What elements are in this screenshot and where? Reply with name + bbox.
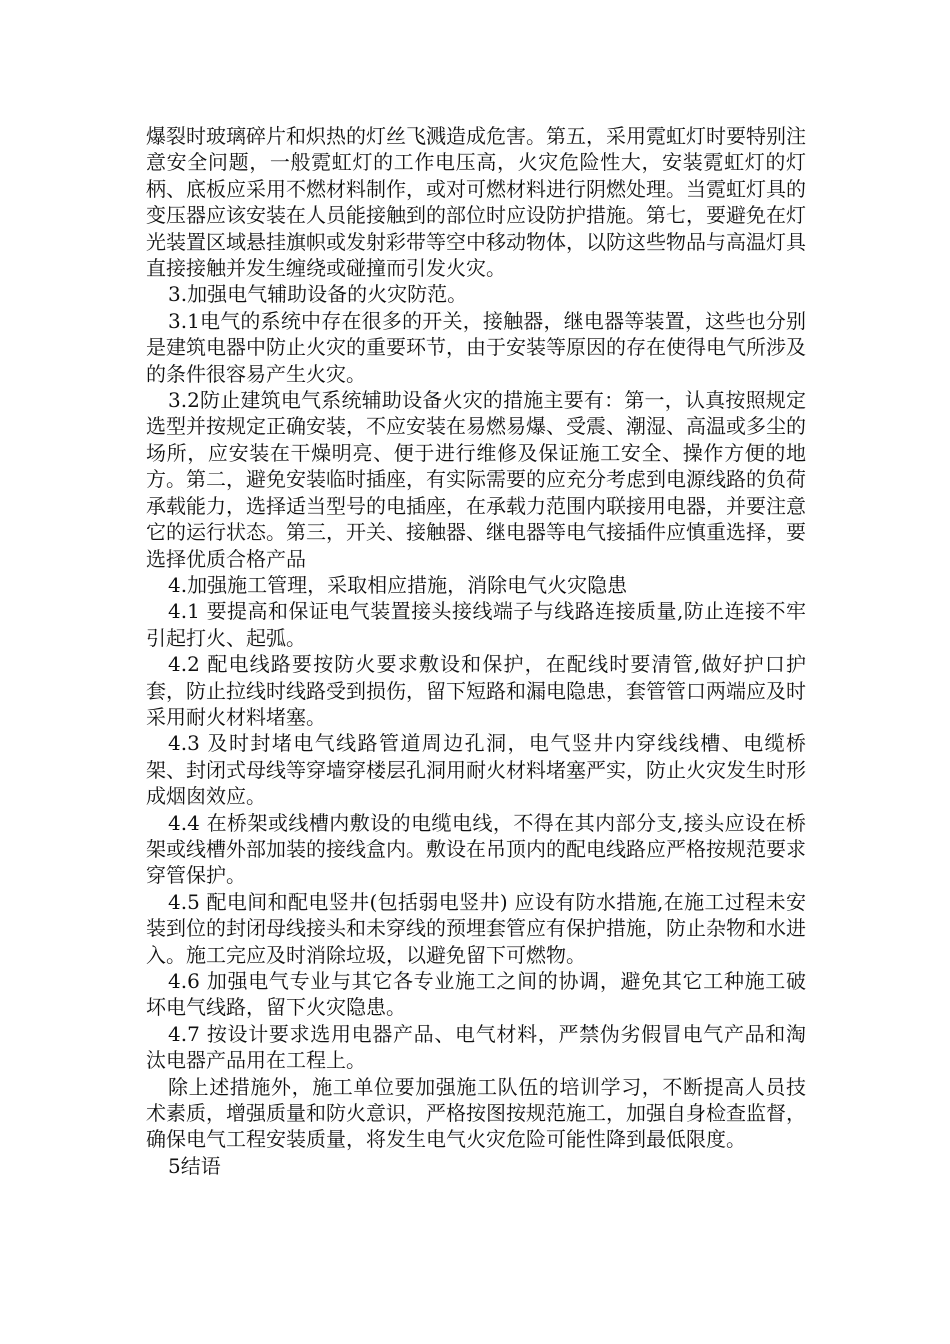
paragraph-4-6: 4.6 加强电气专业与其它各专业施工之间的协调，避免其它工种施工破坏电气线路，留下火灾隐患。 bbox=[146, 969, 806, 1020]
paragraph-4-2: 4.2 配电线路要按防火要求敷设和保护，在配线时要清管,做好护口护套，防止拉线时线路受到损伤，留下短路和漏电隐患，套管管口两端应及时采用耐火材料堵塞。 bbox=[146, 652, 806, 729]
paragraph-continuation: 爆裂时玻璃碎片和炽热的灯丝飞溅造成危害。第五，采用霓虹灯时要特别注意安全问题，一般霓虹灯的工作电压高，火灾危险性大，安装霓虹灯的灯柄、底板应采用不燃材料制作，或对可燃材料进行阴燃处理。当霓虹灯具的变压器应该安装在人员能接触到的部位时应设防护措施。第七，要避免在灯光装置区域悬挂旗帜或发射彩带等空中移动物体，以防这些物品与高温灯具直接接触并发生缠绕或碰撞而引发火灾。 bbox=[146, 124, 806, 281]
paragraph-4-7: 4.7 按设计要求选用电器产品、电气材料，严禁伪劣假冒电气产品和淘汰电器产品用在工程上。 bbox=[146, 1021, 806, 1073]
paragraph-4-1: 4.1 要提高和保证电气装置接头接线端子与线路连接质量,防止连接不牢引起打火、起弧。 bbox=[146, 599, 806, 650]
paragraph-4-5: 4.5 配电间和配电竖井(包括弱电竖井) 应设有防水措施,在施工过程未安装到位的封闭母线接头和未穿线的预埋套管应有保护措施，防止杂物和水进入。施工完应及时消除垃圾，以避免留下可燃物。 bbox=[146, 889, 806, 967]
paragraph-4-3: 4.3 及时封堵电气线路管道周边孔洞，电气竖井内穿线线槽、电缆桥架、封闭式母线等穿墙穿楼层孔洞用耐火材料堵塞严实，防止火灾发生时形成烟囱效应。 bbox=[146, 731, 806, 809]
paragraph-summary: 除上述措施外，施工单位要加强施工队伍的培训学习，不断提高人员技术素质，增强质量和防火意识，严格按图按规范施工，加强自身检查监督，确保电气工程安装质量，将发生电气火灾危险可能性降到最低限度。 bbox=[146, 1074, 806, 1152]
document-body bbox=[146, 123, 806, 1179]
paragraph-3-2: 3.2防止建筑电气系统辅助设备火灾的措施主要有：第一，认真按照规定选型并按规定正确安装，不应安装在易燃易爆、受震、潮湿、高温或多尘的场所，应安装在干燥明亮、便于进行维修及保证施工安全、操作方便的地方。第二，避免安装临时插座，有实际需要的应充分考虑到电源线路的负荷承载能力，选择适当型号的电插座，在承载力范围内联接用电器，并要注意它的运行状态。第三，开关、接触器、继电器等电气接插件应慎重选择，要选择优质合格产品 bbox=[146, 388, 806, 571]
paragraph-3-1: 3.1电气的系统中存在很多的开关，接触器，继电器等装置，这些也分别是建筑电器中防止火灾的重要环节，由于安装等原因的存在使得电气所涉及的条件很容易产生火灾。 bbox=[146, 308, 806, 386]
paragraph-4-4: 4.4 在桥架或线槽内敷设的电缆电线，不得在其内部分支,接头应设在桥架或线槽外部加装的接线盒内。敷设在吊顶内的配电线路应严格按规范要求穿管保护。 bbox=[146, 810, 806, 888]
section-5-heading: 5结语 bbox=[168, 1153, 221, 1178]
paragraph-section-4-heading: 4.加强施工管理，采取相应措施，消除电气火灾隐患 bbox=[168, 572, 628, 597]
paragraph-section-3-heading: 3.加强电气辅助设备的火灾防范。 bbox=[168, 282, 468, 307]
